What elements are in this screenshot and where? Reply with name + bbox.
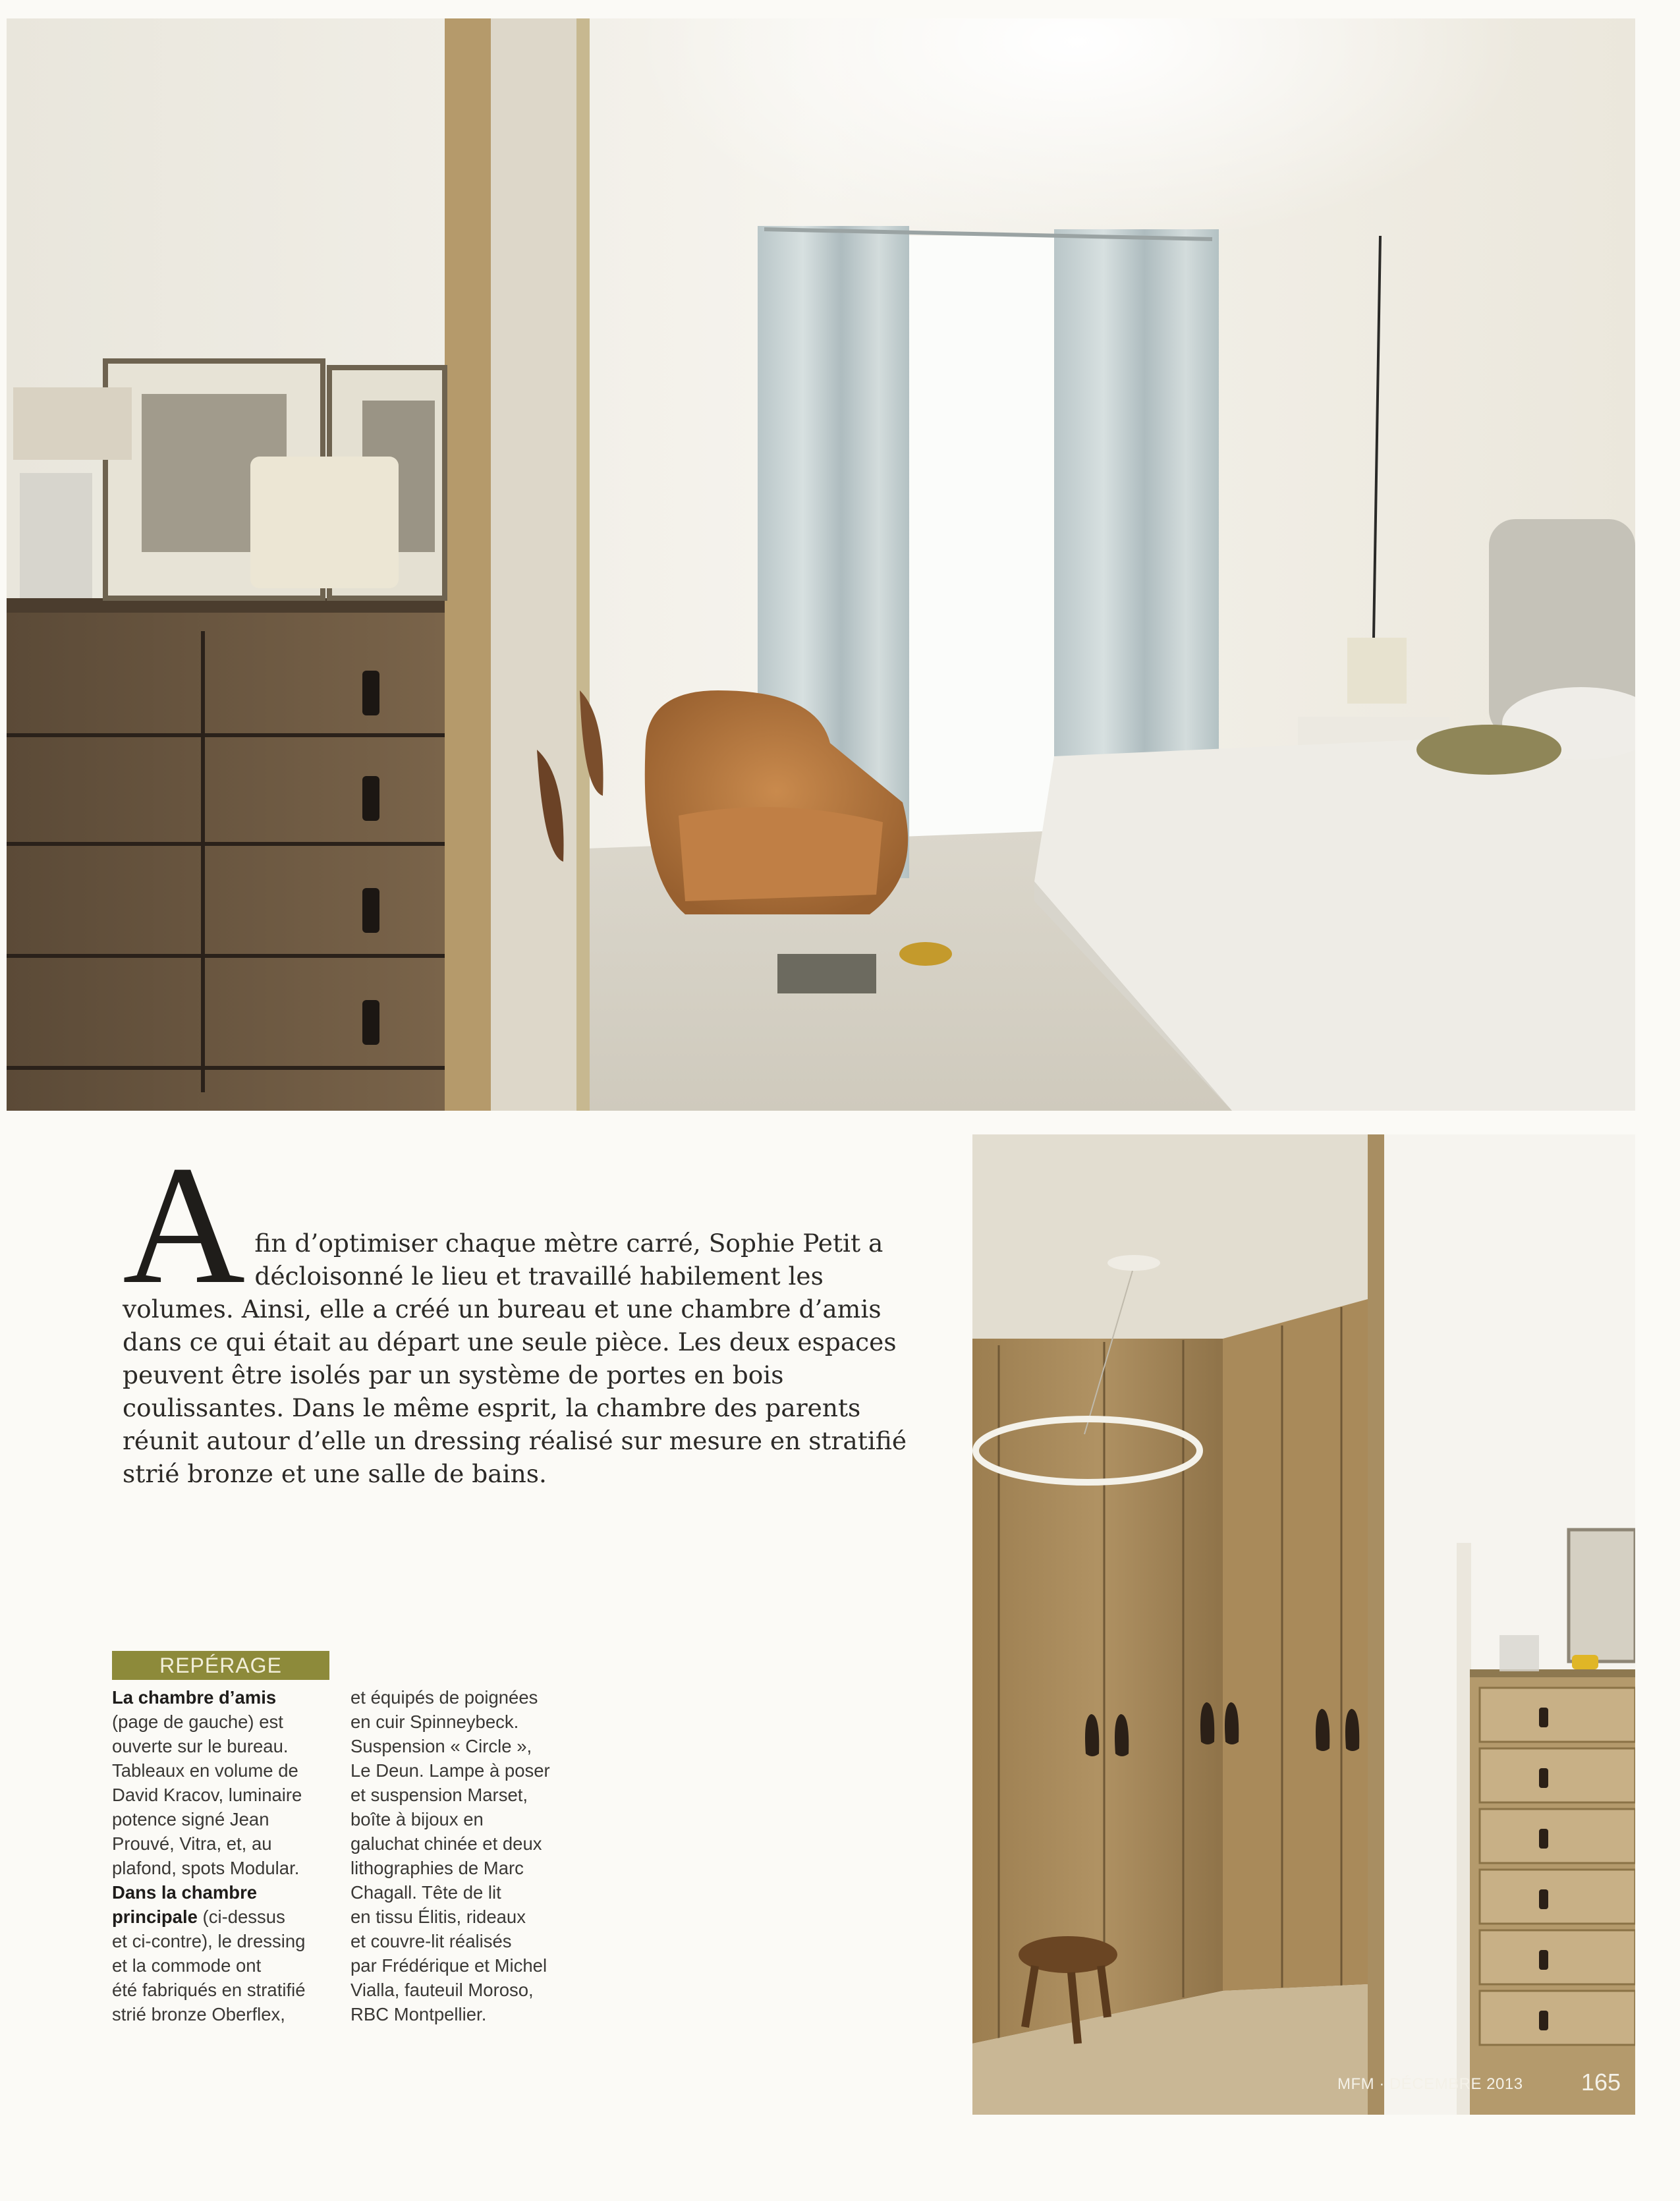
guest-room-heading: La chambre d’amis bbox=[112, 1687, 277, 1708]
reperage-column-2 bbox=[350, 1685, 581, 2026]
dressing-photo bbox=[972, 1134, 1635, 2115]
main-bedroom-text: (ci-dessus et ci-contre), le dressing et la commode ont été fabriqués en stratifié strié bronze Oberflex, bbox=[112, 1907, 306, 2024]
page-number: 165 bbox=[1581, 2069, 1621, 2096]
bedroom-photo bbox=[7, 18, 1635, 1111]
reperage-tag: REPÉRAGE bbox=[112, 1651, 329, 1680]
page-footer bbox=[1337, 2067, 1621, 2100]
intro-first-line: fin d’optimiser chaque mètre carré, Sophie Petit bbox=[254, 1229, 861, 1258]
magazine-credit: MFM · DÉCEMBRE 2013 bbox=[1337, 2075, 1523, 2093]
intro-body: a décloisonné le lieu et travaillé habilement les volumes. Ainsi, elle a créé un bureau et une chambre d’amis dans ce qui était au départ une seule pièce. Les deux espaces peuvent être isolés par un système de portes en bois coulissantes. Dans le même esprit, la chambre des parents réunit autour d’elle un dressing réalisé sur mesure en stratifié strié bronze et une salle de bains. bbox=[123, 1229, 907, 1488]
reperage-continued-text: et équipés de poignées en cuir Spinneybeck. Suspension « Circle », Le Deun. Lampe à poser et suspension Marset, boîte à bijoux en galuchat chinée et deux lithographies de Marc Chagall. Tête de lit en tissu Élitis, rideaux et couvre-lit réalisés par Frédérique et Michel Vialla, fauteuil Moroso, RBC Montpellier. bbox=[350, 1687, 550, 2024]
drop-cap: A bbox=[123, 1130, 246, 1319]
reperage-column-1 bbox=[112, 1685, 343, 2026]
intro-text bbox=[123, 1130, 913, 1490]
main-bedroom-heading: Dans la chambre principale bbox=[112, 1882, 258, 1927]
guest-room-text: (page de gauche) est ouverte sur le bureau. Tableaux en volume de David Kracov, luminaire potence signé Jean Prouvé, Vitra, et, au plafond, spots Modular. bbox=[112, 1712, 302, 1878]
